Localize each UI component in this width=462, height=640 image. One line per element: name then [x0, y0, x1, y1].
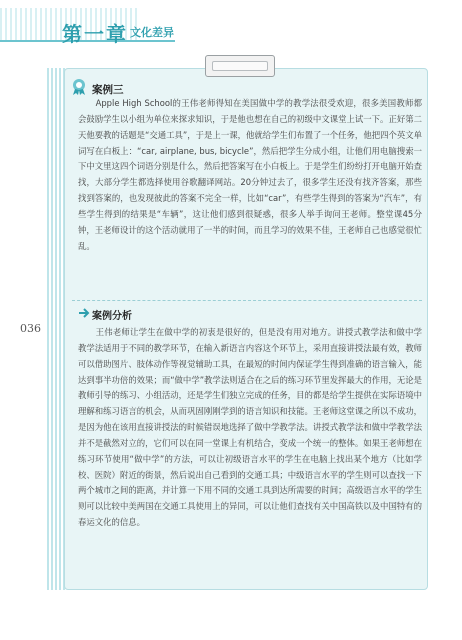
- analysis-body: 王伟老师让学生在做中学的初衷是很好的，但是没有用对地方。讲授式教学法和做中学教学法适用于不同的教学环节，在输入新语言内容这个环节上，采用直接讲授法最有效，教师可以借助图片、肢体动作等视觉辅助工具，在最短的时间内保证学生得到准确的语言输入，能达到事半功倍的效果；而“做中学”教学法则适合在之后的练习环节里发挥最大的作用，无论是教师引导的练习、小组活动，还是学生们独立完成的任务，目的都是给学生提供在实际语境中理解和练习语言的机会，从而巩固刚刚学到的语言知识和技能。王老师这堂课之所以不成功，是因为他在该用直接讲授法的时候错误地选择了做中学教学法。讲授式教学法和做中学教学法并不是截然对立的，它们可以在同一堂课上有机结合，变成一个统一的整体。如果王老师想在练习环节使用“做中学”的方法，可以让初级语言水平的学生在电脑上找出某个地方（比如学校、医院）附近的街景，然后说出自己看到的交通工具；中级语言水平的学生则可以查找一下两个城市之间的距离，并计算一下用不同的交通工具到达所需要的时间；高级语言水平的学生则可以比较中美两国在交通工具使用上的异同，可以让他们查找有关中国高铁以及中国特有的春运文化的信息。: [78, 327, 422, 528]
- binder-clip: [205, 55, 275, 77]
- section-divider: [72, 300, 422, 301]
- ribbon-badge-icon: [70, 78, 88, 96]
- binder-clip-inner: [212, 61, 268, 71]
- chapter-subtitle: 文化差异: [130, 26, 174, 39]
- case-body: Apple High School的王伟老师得知在美国做中学的教学法很受欢迎，很多美国教师都会鼓励学生以小组为单位来探求知识，于是他也想在自己的初级中文课堂上试一下。正好第二天他要教的话题是“交通工具”，于是上一课，他就给学生们布置了一个任务，他把四个英文单词写在白板上：“car, airplane, bus, bicycle”，然后把学生分成小组，让他们用电脑搜索一下中文里这四个词语分别是什么，然后把答案写在小白板上。于是学生们纷纷打开电脑开始查找，大部分学生都选择使用谷歌翻译网站。20分钟过去了，很多学生还没有找齐答案，那些找到答案的，也发现彼此的答案不完全一样，比如“car”，有些学生得到的答案为“汽车”，有些学生得到的结果是“车辆”，这让他们感到很疑惑，很多人举手询问王老师。整堂课45分钟，王老师设计的这个活动就用了一半的时间，而且学习的效果不佳，王老师自己也感觉很忙乱。: [78, 98, 422, 251]
- chapter-header: [0, 0, 462, 58]
- analysis-title: 案例分析: [92, 311, 132, 322]
- chapter-title: 第一章: [62, 22, 128, 46]
- side-stripe: [47, 68, 65, 590]
- arrow-right-icon: [78, 307, 92, 319]
- page-number: 036: [20, 322, 41, 335]
- case-title: 案例三: [92, 84, 124, 96]
